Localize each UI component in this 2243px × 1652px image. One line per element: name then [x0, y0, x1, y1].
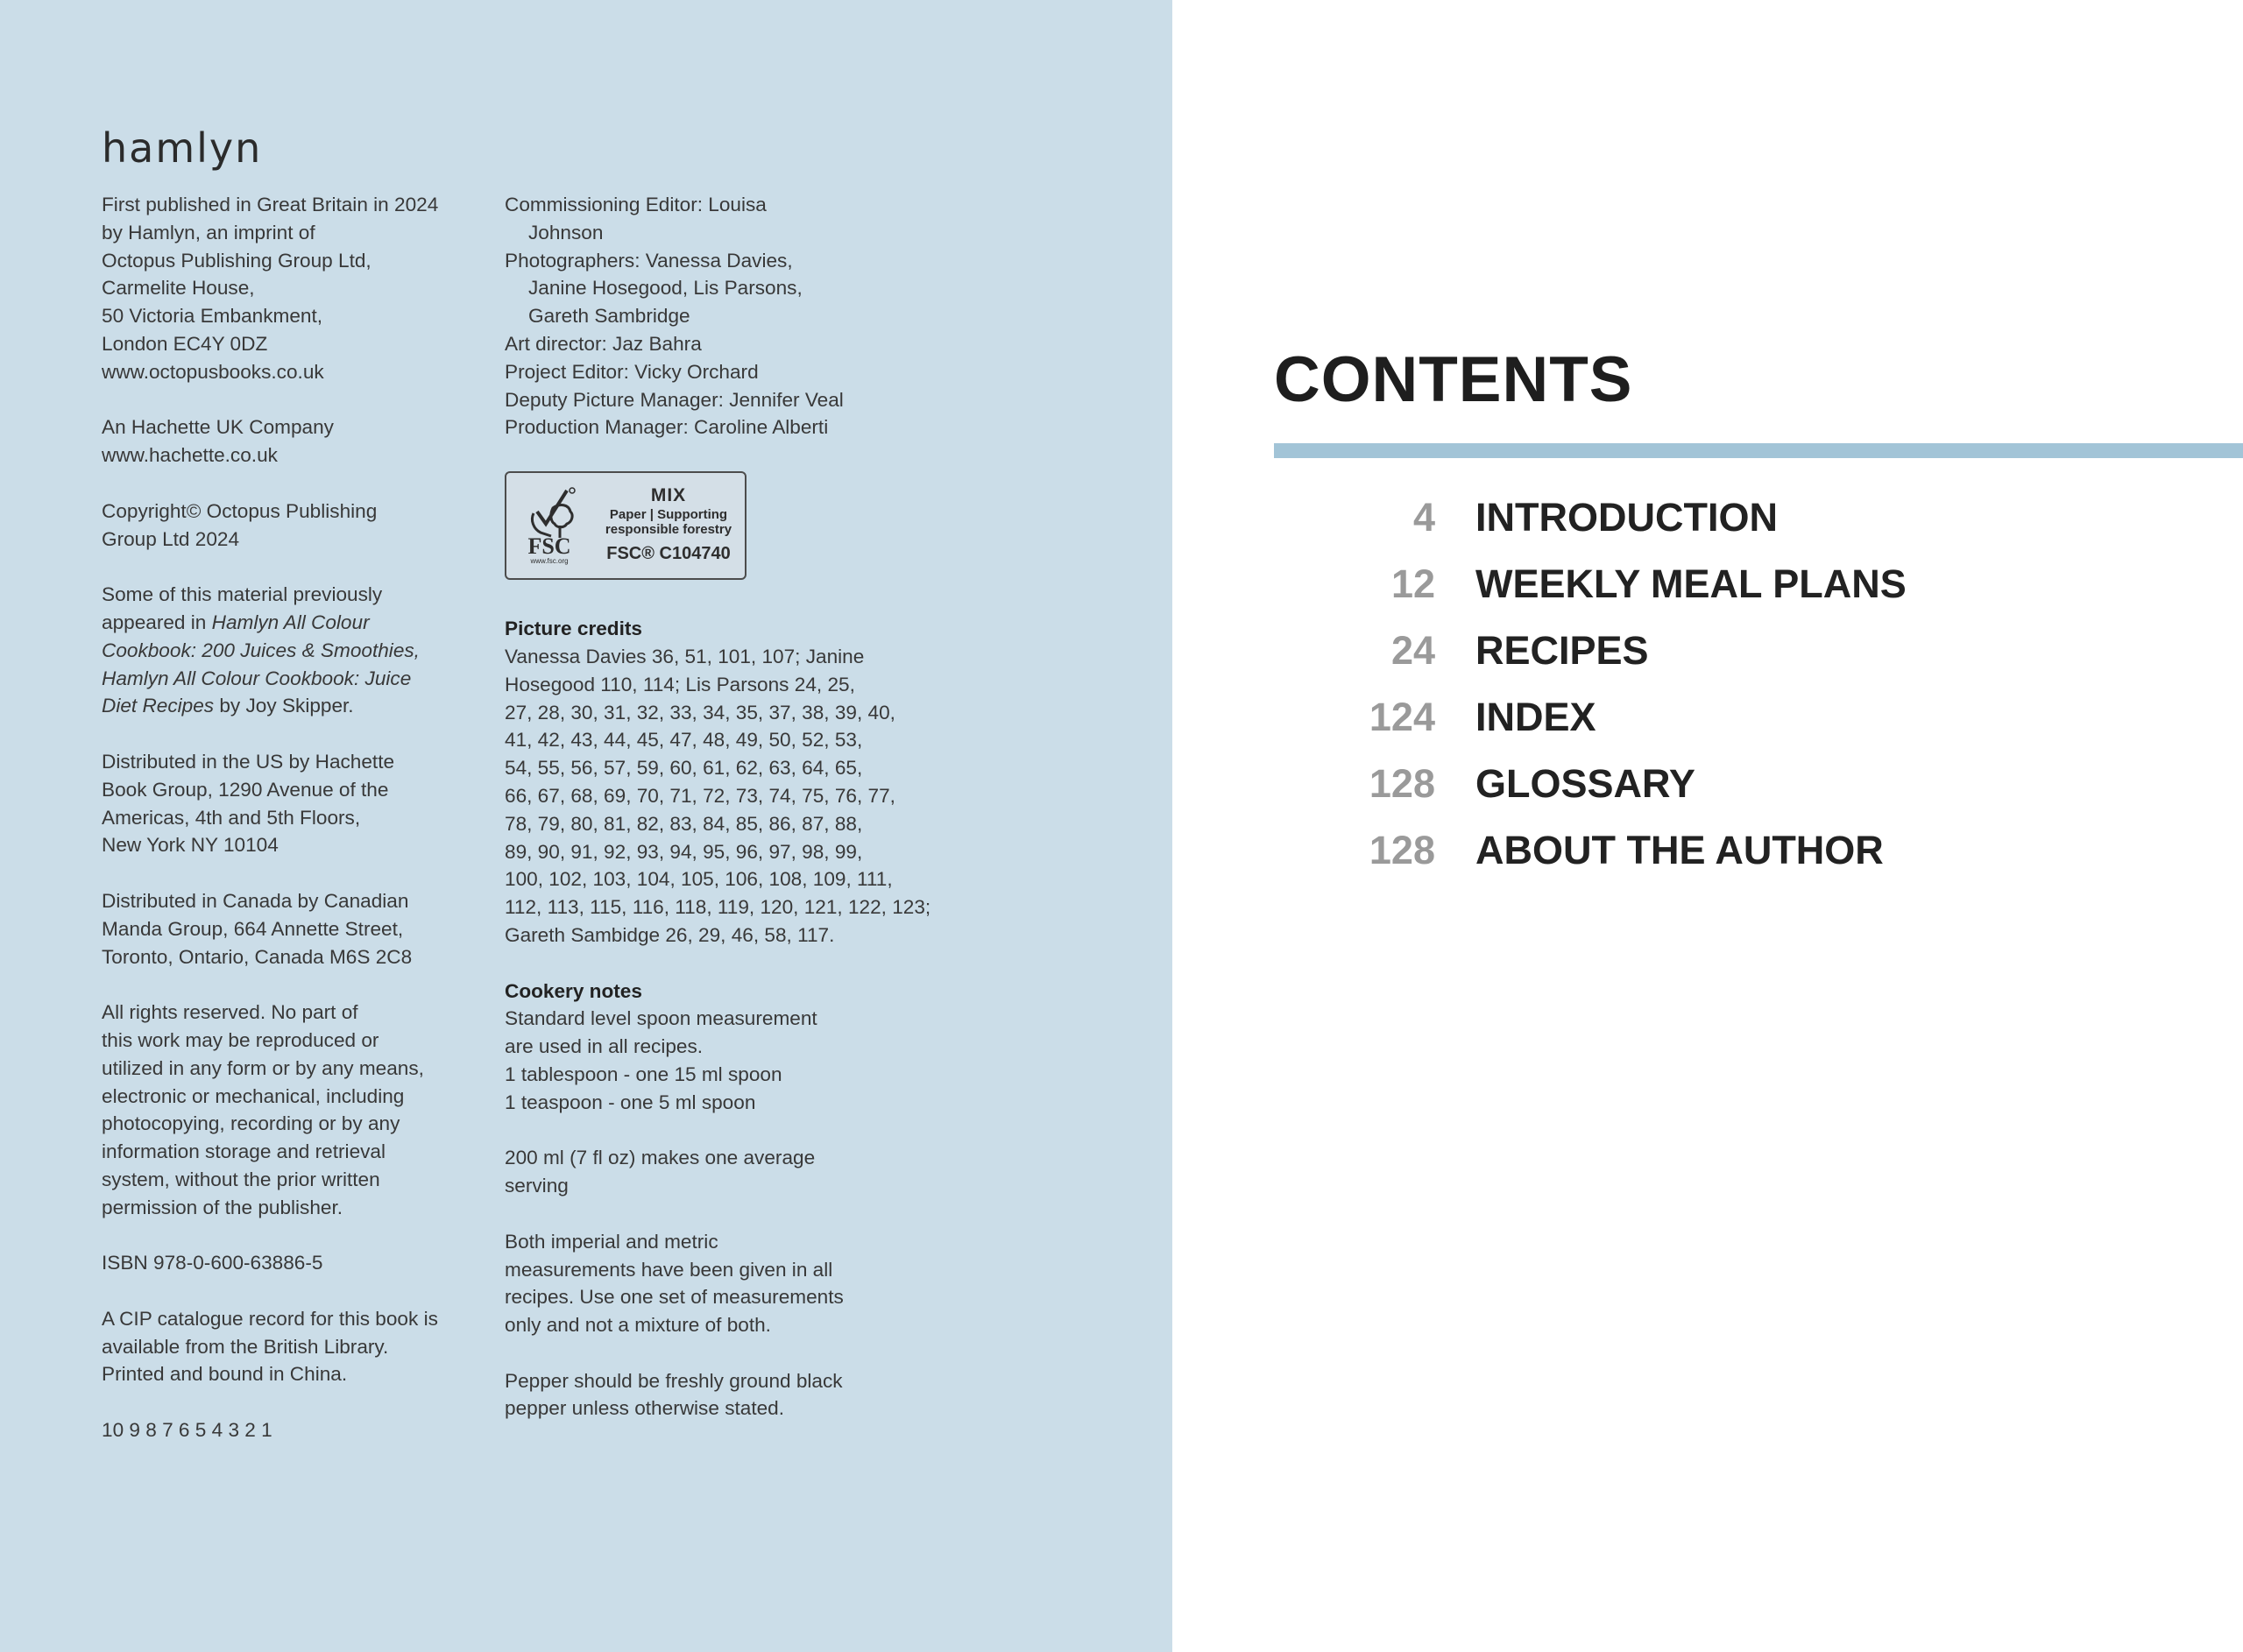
text-line: information storage and retrieval: [102, 1140, 386, 1163]
contents-title: CONTENTS: [1274, 344, 1633, 415]
measurement-note: [505, 1228, 890, 1339]
text-line: 112, 113, 115, 116, 118, 119, 120, 121, 122, 123;: [505, 896, 931, 919]
text-line: Johnson: [528, 221, 604, 244]
text-line: Hosegood 110, 114; Lis Parsons 24, 25,: [505, 673, 855, 695]
isbn: [102, 1249, 470, 1277]
text-line: 50 Victoria Embankment,: [102, 305, 323, 328]
serving-note: [505, 1144, 890, 1200]
text-line: Commissioning Editor: Louisa: [505, 194, 767, 215]
text-line: are used in all recipes.: [505, 1035, 704, 1058]
text-line: Both imperial and metric: [505, 1230, 718, 1253]
book-title: Diet Recipes: [102, 695, 215, 717]
staff-credits: [505, 191, 890, 441]
toc-title: GLOSSARY: [1475, 761, 1695, 806]
picture-credits: [505, 615, 931, 950]
text-line: Octopus Publishing Group Ltd,: [102, 249, 371, 272]
toc-title: INDEX: [1475, 695, 1596, 739]
text-line: Distributed in Canada by Canadian: [102, 889, 409, 912]
fsc-line: responsible forestry: [605, 522, 732, 538]
fsc-code: FSC® C104740: [606, 544, 731, 564]
toc-page-number: 12: [1390, 561, 1435, 606]
text-line: London EC4Y 0DZ: [102, 332, 268, 355]
rights-notice: [102, 999, 470, 1221]
fsc-line: Paper | Supporting: [609, 507, 728, 523]
text-line: Group Ltd 2024: [102, 527, 240, 550]
text-line: 78, 79, 80, 81, 82, 83, 84, 85, 86, 87, 88,: [505, 812, 863, 835]
credits-column: [505, 191, 931, 1451]
book-title: Hamlyn All Colour Cookbook: Juice: [102, 667, 412, 689]
fsc-mix-label: [505, 471, 746, 580]
fsc-label-text: [592, 484, 745, 567]
text-line: 1 teaspoon - one 5 ml spoon: [505, 1091, 756, 1113]
text-line: Printed and bound in China.: [102, 1363, 348, 1386]
text-line: Production Manager: Caroline Alberti: [505, 416, 829, 439]
contents-page: [1172, 0, 2243, 1652]
printing-number-line: 10 9 8 7 6 5 4 3 2 1: [102, 1419, 272, 1442]
fsc-url: www.fsc.org: [530, 557, 569, 566]
toc-title: WEEKLY MEAL PLANS: [1475, 561, 1907, 606]
cookery-notes: [505, 978, 890, 1117]
text-line: recipes. Use one set of measurements: [505, 1286, 844, 1309]
text-line: Manda Group, 664 Annette Street,: [102, 917, 404, 940]
text-line: 41, 42, 43, 44, 45, 47, 48, 49, 50, 52, 53,: [505, 729, 863, 752]
text-line: Art director: Jaz Bahra: [505, 332, 702, 355]
picture-credits-heading: Picture credits: [505, 618, 642, 640]
text-line: 54, 55, 56, 57, 59, 60, 61, 62, 63, 64, 65,: [505, 757, 863, 780]
publisher-website: www.octopusbooks.co.uk: [102, 360, 324, 383]
text-line: New York NY 10104: [102, 834, 279, 857]
text-line: Janine Hosegood, Lis Parsons,: [528, 277, 803, 300]
text-line: Distributed in the US by Hachette: [102, 750, 395, 773]
text-line: Toronto, Ontario, Canada M6S 2C8: [102, 945, 413, 968]
fsc-mix: MIX: [650, 485, 687, 506]
text-line: electronic or mechanical, including: [102, 1084, 405, 1107]
toc-page-number: 128: [1369, 761, 1435, 806]
text-fragment: by Joy Skipper.: [214, 695, 354, 717]
isbn-number: ISBN 978-0-600-63886-5: [102, 1252, 323, 1274]
imprint-column: [102, 191, 470, 1472]
cookery-notes-heading: Cookery notes: [505, 979, 642, 1002]
text-fragment: appeared in: [102, 611, 212, 633]
text-line: Americas, 4th and 5th Floors,: [102, 806, 361, 829]
text-line: [102, 609, 470, 637]
text-line: utilized in any form or by any means,: [102, 1056, 424, 1079]
text-line: Gareth Sambridge: [528, 305, 690, 328]
fsc-tree-logo: [506, 474, 592, 577]
print-line: [102, 1416, 470, 1444]
cip-notice: [102, 1305, 470, 1388]
text-line: Book Group, 1290 Avenue of the: [102, 778, 389, 801]
text-line: system, without the prior written: [102, 1168, 380, 1190]
text-line: 100, 102, 103, 104, 105, 106, 108, 109, 111,: [505, 868, 893, 891]
title-rule: [1274, 443, 2243, 458]
text-line: Deputy Picture Manager: Jennifer Veal: [505, 388, 844, 411]
text-line: Copyright© Octopus Publishing: [102, 499, 378, 522]
text-line: Some of this material previously: [102, 583, 383, 606]
publication-address: [102, 191, 470, 386]
text-line: this work may be reproduced or: [102, 1028, 379, 1051]
text-line: Standard level spoon measurement: [505, 1007, 817, 1030]
text-line: 1 tablespoon - one 15 ml spoon: [505, 1063, 782, 1085]
pepper-note: [505, 1367, 890, 1423]
text-line: serving: [505, 1175, 569, 1197]
company-website: www.hachette.co.uk: [102, 444, 278, 467]
text-line: measurements have been given in all: [505, 1258, 833, 1281]
toc-page-number: 128: [1369, 828, 1435, 872]
book-title: Hamlyn All Colour: [211, 611, 370, 633]
text-line: 200 ml (7 fl oz) makes one average: [505, 1147, 816, 1169]
text-line: Photographers: Vanessa Davies,: [505, 249, 793, 272]
book-title: Cookbook: 200 Juices & Smoothies,: [102, 639, 420, 661]
text-line: A CIP catalogue record for this book is: [102, 1307, 438, 1330]
toc-title: INTRODUCTION: [1475, 495, 1778, 540]
toc-title: RECIPES: [1475, 628, 1649, 673]
text-line: Vanessa Davies 36, 51, 101, 107; Janine: [505, 645, 865, 667]
text-line: Pepper should be freshly ground black: [505, 1369, 843, 1392]
text-line: 66, 67, 68, 69, 70, 71, 72, 73, 74, 75, 76, 77,: [505, 784, 895, 807]
toc-page-number: 24: [1390, 628, 1435, 673]
text-line: [102, 692, 470, 720]
text-line: photocopying, recording or by any: [102, 1112, 400, 1135]
text-line: All rights reserved. No part of: [102, 1001, 358, 1024]
canada-distribution: [102, 887, 470, 971]
previous-publication-note: [102, 581, 470, 720]
fsc-wordmark: FSC: [527, 533, 571, 560]
text-line: Gareth Sambidge 26, 29, 46, 58, 117.: [505, 923, 835, 946]
text-line: permission of the publisher.: [102, 1196, 343, 1218]
text-line: only and not a mixture of both.: [505, 1314, 771, 1337]
us-distribution: [102, 748, 470, 859]
text-line: by Hamlyn, an imprint of: [102, 221, 315, 244]
toc-title: ABOUT THE AUTHOR: [1475, 828, 1884, 872]
toc-page-number: 4: [1412, 495, 1435, 540]
company-info: [102, 413, 470, 469]
toc-page-number: 124: [1369, 695, 1435, 739]
publisher-logo: hamlyn: [102, 124, 263, 172]
text-line: available from the British Library.: [102, 1335, 389, 1358]
text-line: 27, 28, 30, 31, 32, 33, 34, 35, 37, 38, 39, 40,: [505, 701, 895, 724]
text-line: An Hachette UK Company: [102, 416, 334, 439]
text-line: Project Editor: Vicky Orchard: [505, 360, 759, 383]
text-line: 89, 90, 91, 92, 93, 94, 95, 96, 97, 98, 99,: [505, 840, 863, 863]
text-line: pepper unless otherwise stated.: [505, 1397, 785, 1420]
text-line: First published in Great Britain in 2024: [102, 194, 439, 215]
tree-checkmark-icon: [521, 485, 577, 540]
text-line: Carmelite House,: [102, 277, 255, 300]
copyright-notice: [102, 498, 470, 554]
